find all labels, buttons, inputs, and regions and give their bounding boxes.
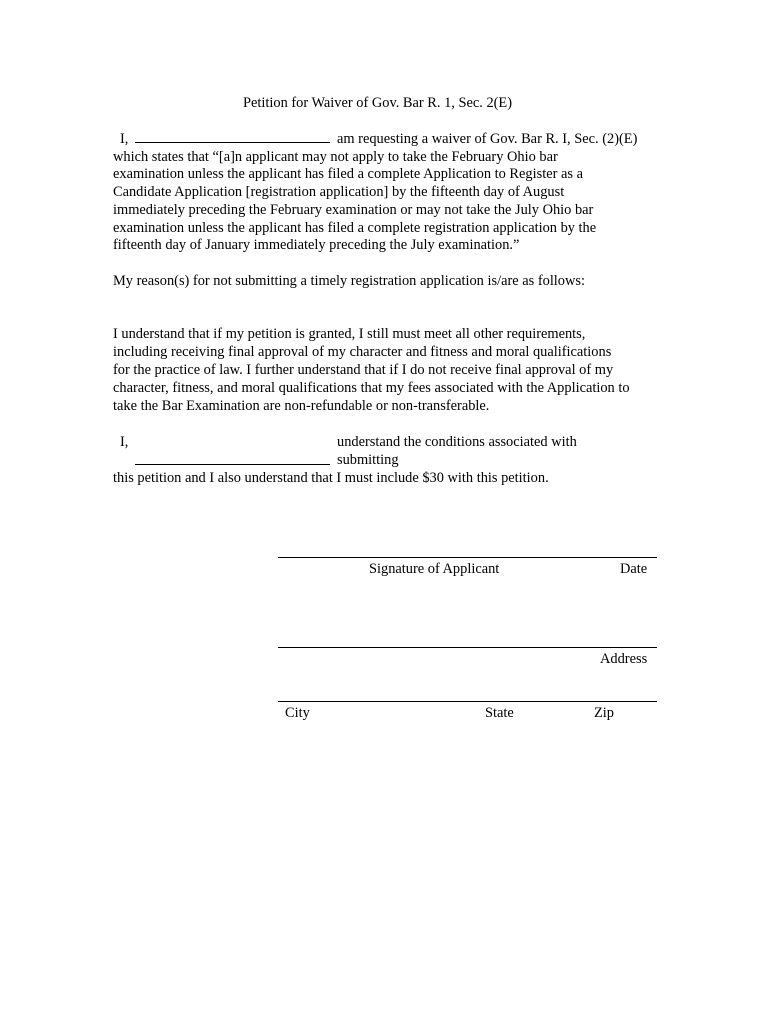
applicant-name-prefix: I, xyxy=(120,131,129,147)
understanding-line-4: character, fitness, and moral qualifications that my fees associated with the Application to xyxy=(113,380,630,396)
request-line-6: fifteenth day of January immediately preceding the July examination.” xyxy=(113,237,520,253)
understanding-line-1: I understand that if my petition is granted, I still must meet all other requirements, xyxy=(113,326,586,342)
city-label: City xyxy=(285,705,310,721)
conditions-text-1: understand the conditions associated with xyxy=(337,434,577,450)
reasons-heading: My reason(s) for not submitting a timely registration application is/are as follows: xyxy=(113,273,585,289)
request-line-3: Candidate Application [registration application] by the fifteenth day of August xyxy=(113,184,565,200)
request-line-2: examination unless the applicant has filed a complete Application to Register as a xyxy=(113,166,583,182)
understanding-line-2: including receiving final approval of my character and fitness and moral qualifications xyxy=(113,344,612,360)
request-line-4: immediately preceding the February examination or may not take the July Ohio bar xyxy=(113,202,594,218)
date-label: Date xyxy=(620,561,648,577)
state-label: State xyxy=(485,705,514,721)
conditions-text-2: submitting xyxy=(337,452,399,468)
zip-label: Zip xyxy=(594,705,614,721)
understanding-line-5: take the Bar Examination are non-refundable or non-transferable. xyxy=(113,398,490,414)
request-line-1: which states that “[a]n applicant may not apply to take the February Ohio bar xyxy=(113,149,558,165)
applicant-name-field[interactable] xyxy=(135,129,330,143)
page-title: Petition for Waiver of Gov. Bar R. 1, Sec. 2(E) xyxy=(243,95,513,111)
understanding-line-3: for the practice of law. I further understand that if I do not receive final approval of my xyxy=(113,362,614,378)
request-text: am requesting a waiver of Gov. Bar R. I, Sec. (2)(E) xyxy=(337,131,638,147)
conditions-prefix: I, xyxy=(120,434,129,450)
conditions-text-3: this petition and I also understand that I must include $30 with this petition. xyxy=(113,470,549,486)
conditions-name-field[interactable] xyxy=(135,451,330,465)
city-state-zip-line[interactable] xyxy=(278,701,657,702)
address-label: Address xyxy=(600,651,648,667)
signature-line[interactable] xyxy=(278,557,657,558)
request-line-5: examination unless the applicant has filed a complete registration application by the xyxy=(113,220,597,236)
address-line[interactable] xyxy=(278,647,657,648)
signature-label: Signature of Applicant xyxy=(369,561,500,577)
